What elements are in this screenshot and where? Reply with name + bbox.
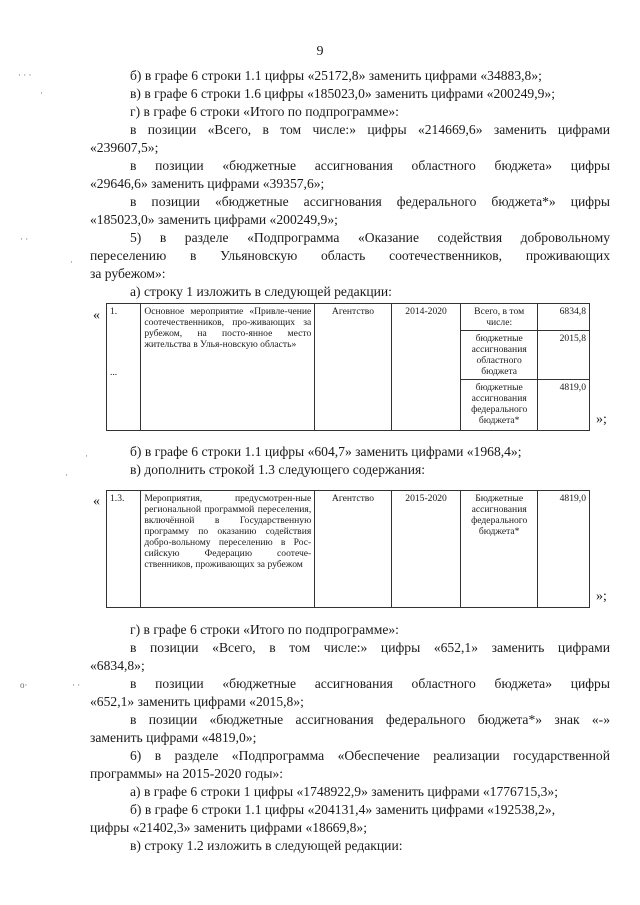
- executor-cell: Агентство: [315, 491, 391, 608]
- scan-speck: ·: [85, 451, 88, 461]
- text-line: 5) в разделе «Подпрограмма «Оказание содействия добровольному: [130, 230, 610, 245]
- text-line: 6) в разделе «Подпрограмма «Обеспечение реализации государственной: [130, 748, 610, 763]
- table-row-1: [106, 303, 590, 431]
- value-cell: 6834,8: [537, 304, 589, 331]
- text-line: б) в графе 6 строки 1.1 цифры «25172,8» заменить цифрами «34883,8»;: [130, 68, 542, 83]
- scan-speck: ·: [40, 88, 43, 98]
- text-line: в позиции «бюджетные ассигнования областного бюджета» цифры: [130, 158, 610, 173]
- text-line: г) в графе 6 строки «Итого по подпрограмме»:: [130, 104, 399, 119]
- text-line: заменить цифрами «4819,0»;: [90, 730, 257, 745]
- text-line: в) строку 1.2 изложить в следующей редакции:: [130, 838, 403, 853]
- text-line: «185023,0» заменить цифрами «200249,9»;: [90, 212, 338, 227]
- value-cell: 2015,8: [537, 331, 589, 380]
- text-line: б) в графе 6 строки 1.1 цифры «604,7» заменить цифрами «1968,4»;: [130, 444, 522, 459]
- open-quote: «: [93, 494, 100, 509]
- scan-speck: · ·: [72, 680, 81, 690]
- text-line: в позиции «Всего, в том числе:» цифры «652,1» заменить цифрами: [130, 640, 610, 655]
- open-quote: «: [93, 308, 100, 323]
- text-line: переселению в Ульяновскую область соотечественников, проживающих: [90, 248, 610, 263]
- text-line: в позиции «Всего, в том числе:» цифры «214669,6» заменить цифрами: [130, 122, 610, 137]
- text-line: «6834,8»;: [90, 658, 145, 673]
- text-line: «29646,6» заменить цифрами «39357,6»;: [90, 176, 325, 191]
- value-cell: 4819,0: [537, 491, 589, 608]
- scan-speck: ·: [65, 470, 68, 480]
- text-line: б) в графе 6 строки 1.1 цифры «204131,4» заменить цифрами «192538,2»,: [130, 802, 556, 817]
- scan-speck: · ·: [20, 234, 29, 244]
- text-line: в позиции «бюджетные ассигнования федерального бюджета*» знак «-»: [130, 712, 610, 727]
- close-quote: »;: [596, 589, 607, 604]
- text-line: в) в графе 6 строки 1.6 цифры «185023,0» заменить цифрами «200249,9»;: [130, 86, 555, 101]
- scan-speck: ·: [70, 257, 73, 267]
- source-cell: Всего, в том числе:: [461, 304, 537, 331]
- text-line: «239607,5»;: [90, 140, 159, 155]
- text-line: программы» на 2015-2020 годы»:: [90, 766, 284, 781]
- text-line: «652,1» заменить цифрами «2015,8»;: [90, 694, 304, 709]
- executor-cell: Агентство: [315, 304, 391, 431]
- row-number-cell: [107, 304, 141, 431]
- value-cell: 4819,0: [537, 380, 589, 431]
- source-cell: бюджетные ассигнования федерального бюджета*: [461, 380, 537, 431]
- text-line: за рубежом»:: [90, 266, 166, 281]
- years-cell: 2015-2020: [391, 491, 461, 608]
- table-row-1-3: [106, 490, 590, 608]
- scan-speck: · · ·: [18, 70, 32, 80]
- source-cell: Бюджетные ассигнования федерального бюджета*: [461, 491, 537, 608]
- text-line: в) дополнить строкой 1.3 следующего содержания:: [130, 462, 425, 477]
- row-number: 1.: [110, 306, 118, 317]
- page-number: 9: [316, 44, 324, 59]
- measure-name-cell: Основное мероприятие «Привле-чение соотечественников, про-живающих за рубежом, на посто-янное место жительства в Улья-новскую область»: [141, 304, 315, 431]
- text-line: в позиции «бюджетные ассигнования областного бюджета» цифры: [130, 676, 610, 691]
- close-quote: »;: [596, 412, 607, 427]
- text-line: а) строку 1 изложить в следующей редакции:: [130, 284, 392, 299]
- text-line: в позиции «бюджетные ассигнования федерального бюджета*» цифры: [130, 194, 610, 209]
- text-line: цифры «21402,3» заменить цифрами «18669,8»;: [90, 820, 367, 835]
- measure-name-cell: Мероприятия, предусмотрен-ные региональной программой переселения, включённой в Государственную программу по оказанию содействия добро-вольному переселению в Рос-сийскую Федерацию соотече-ственников, проживающих за рубежом: [141, 491, 315, 608]
- years-cell: 2014-2020: [391, 304, 461, 431]
- ellipsis: ...: [110, 367, 118, 378]
- source-cell: бюджетные ассигнования областного бюджета: [461, 331, 537, 380]
- text-line: а) в графе 6 строки 1 цифры «1748922,9» заменить цифрами «1776715,3»;: [130, 784, 559, 799]
- row-number: 1.3.: [107, 491, 141, 608]
- text-line: г) в графе 6 строки «Итого по подпрограмме»:: [130, 622, 399, 637]
- scan-speck: o·: [20, 680, 28, 690]
